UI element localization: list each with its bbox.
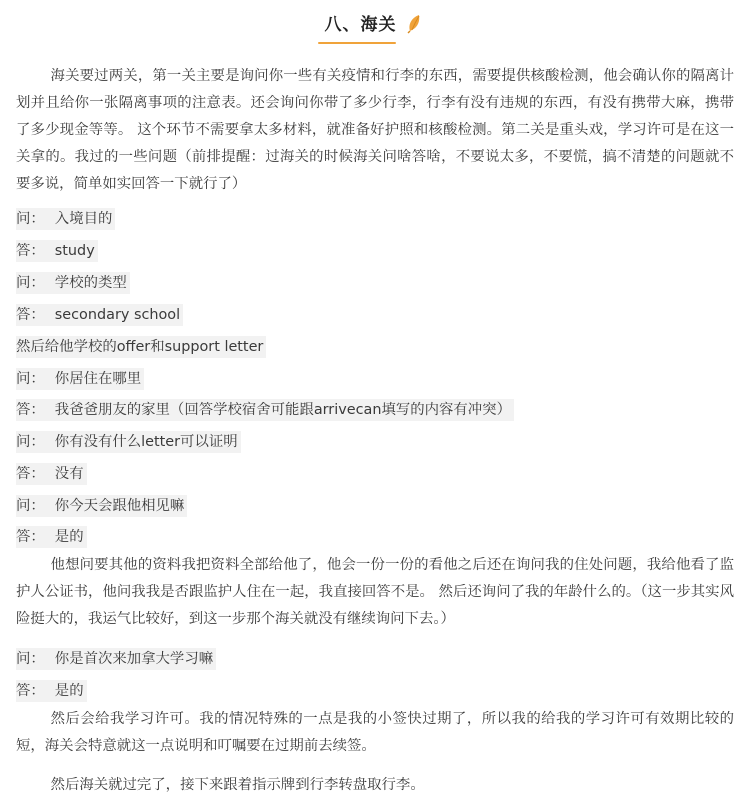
qa-text: secondary school [54, 307, 181, 323]
qa-text: 是的 [54, 529, 84, 545]
qa-tag: 答： [16, 529, 45, 545]
qa-tag: 问： [16, 211, 45, 227]
qa-tag: 答： [16, 683, 45, 699]
qa-text: 学校的类型 [54, 275, 127, 291]
qa-tag: 问： [16, 498, 45, 514]
qa-line [16, 648, 216, 670]
qa-text: 是的 [54, 683, 84, 699]
qa-tag: 答： [16, 466, 45, 482]
qa-tag: 答： [16, 243, 45, 259]
qa-tag: 问： [16, 434, 45, 450]
qa-text: study [54, 243, 95, 259]
qa-line [16, 526, 87, 548]
qa-text: 然后给他学校的offer和support letter [16, 339, 264, 355]
leaf-icon [406, 12, 426, 38]
qa-tag: 问： [16, 651, 45, 667]
qa-text: 你有没有什么letter可以证明 [54, 434, 238, 450]
qa-tag: 答： [16, 307, 45, 323]
intro-paragraph: 海关要过两关，第一关主要是询问你一些有关疫情和行李的东西，需要提供核酸检测，他会确认你的隔离计划并且给你一张隔离事项的注意表。还会询问你带了多少行李，行李有没有违规的东西，有没有携带大麻，携带了多少现金等等。 这个环节不需要拿太多材料，就准备好护照和核酸检测。第二关是重头戏，学习许可是在这一关拿的。我过的一些问题（前排提醒：过海关的时候海关问啥答啥，不要说太多，不要慌，搞不清楚的问题就不要多说，简单如实回答一下就行了） [16, 68, 734, 192]
qa-text: 你今天会跟他相见嘛 [54, 498, 185, 514]
permit-paragraph: 然后会给我学习许可。我的情况特殊的一点是我的小签快过期了，所以我的给我的学习许可有效期比较的短，海关会特意就这一点说明和叮嘱要在过期前去续签。 [16, 711, 734, 754]
qa-text: 没有 [54, 466, 84, 482]
qa-text: 你居住在哪里 [54, 371, 142, 387]
qa-text: 你是首次来加拿大学习嘛 [54, 651, 214, 667]
qa-tag: 问： [16, 275, 45, 291]
qa-line [16, 304, 183, 326]
section-title-wrap [324, 10, 425, 40]
qa-line [16, 336, 266, 358]
section-heading [16, 10, 734, 44]
qa-text: 入境目的 [54, 211, 113, 227]
title-underline [318, 42, 395, 44]
qa-text: 我爸爸朋友的家里（回答学校宿舍可能跟arrivecan填写的内容有冲突） [54, 402, 511, 418]
qa-tag: 答： [16, 402, 45, 418]
qa-line [16, 208, 115, 230]
qa-line [16, 272, 130, 294]
qa-line [16, 431, 241, 453]
qa-line [16, 680, 87, 702]
qa-line [16, 240, 98, 262]
qa-line [16, 463, 87, 485]
middle-paragraph: 他想问要其他的资料我把资料全部给他了，他会一份一份的看他之后还在询问我的住处问题，我给他看了监护人公证书，他问我我是否跟监护人住在一起，我直接回答不是。 然后还询问了我的年龄什么的。（这一步其实风险挺大的，我运气比较好，到这一步那个海关就没有继续询问下去。） [16, 557, 734, 627]
closing-paragraph: 然后海关就过完了，接下来跟着指示牌到行李转盘取行李。 [50, 777, 425, 793]
qa-line [16, 368, 144, 390]
qa-tag: 问： [16, 371, 45, 387]
section-title: 八、海关 [324, 15, 397, 35]
qa-line [16, 399, 514, 421]
qa-line [16, 495, 187, 517]
